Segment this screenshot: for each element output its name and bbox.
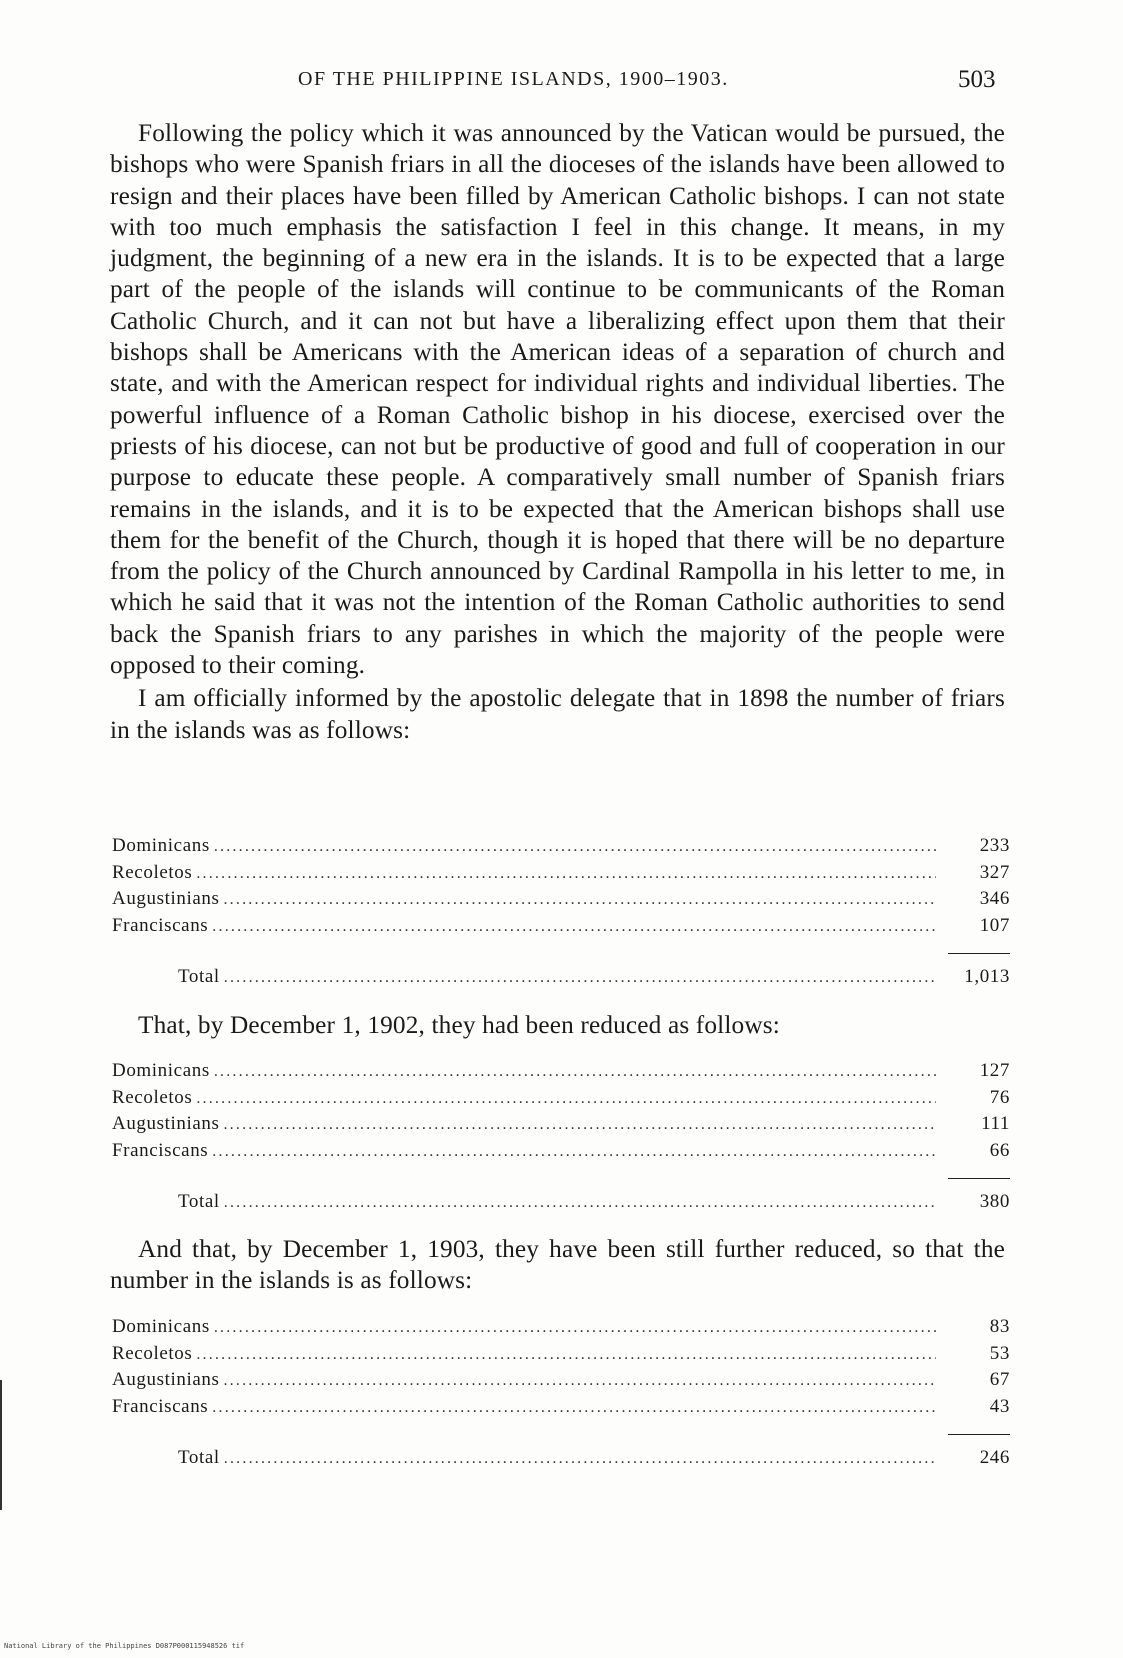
row-label: Franciscans bbox=[112, 914, 209, 936]
sum-rule bbox=[948, 953, 1010, 954]
sum-rule bbox=[948, 1434, 1010, 1435]
leader-dots bbox=[196, 1346, 936, 1364]
leader-dots bbox=[223, 891, 936, 909]
row-label: Augustinians bbox=[112, 1113, 220, 1134]
row-label: Dominicans bbox=[112, 1316, 210, 1337]
table-row bbox=[112, 888, 1010, 915]
row-label: Recoletos bbox=[112, 1342, 193, 1364]
row-label: Augustinians bbox=[112, 888, 220, 909]
leader-dots bbox=[212, 1143, 936, 1161]
total-value: 246 bbox=[979, 1447, 1010, 1468]
leader-dots bbox=[214, 838, 936, 856]
leader-dots bbox=[196, 1090, 936, 1108]
row-value: 76 bbox=[989, 1086, 1010, 1108]
row-label: Augustinians bbox=[112, 1369, 220, 1390]
scan-margin-mark bbox=[0, 1380, 2, 1510]
row-label: Franciscans bbox=[112, 1139, 209, 1161]
running-title: OF THE PHILIPPINE ISLANDS, 1900–1903. bbox=[298, 68, 729, 90]
sum-rule bbox=[948, 1178, 1010, 1179]
row-value: 327 bbox=[979, 861, 1010, 883]
table-row bbox=[112, 1316, 1010, 1343]
leader-dots bbox=[223, 1116, 936, 1134]
leader-dots bbox=[214, 1319, 936, 1337]
table-row bbox=[112, 1087, 1010, 1114]
row-value: 67 bbox=[989, 1369, 1010, 1390]
total-label: Total bbox=[178, 1191, 220, 1212]
row-label: Recoletos bbox=[112, 1086, 193, 1108]
running-header bbox=[0, 68, 1123, 98]
total-row bbox=[112, 1191, 1010, 1218]
table-row bbox=[112, 1113, 1010, 1140]
row-value: 53 bbox=[989, 1342, 1010, 1364]
paragraph-1898-intro: I am officially informed by the apostolic delegate that in 1898 the number of friars in the islands was as follows: bbox=[110, 684, 1005, 744]
leader-dots bbox=[223, 1372, 936, 1390]
paragraph-vatican-policy: Following the policy which it was announced by the Vatican would be pursued, the bishops who were Spanish friars in all the dioceses of the islands have been allowed to resign and their places have been filled by American Catholic bishops. I can not state with too much emphasis the satisfaction I feel in this change. It means, in my judgment, the beginning of a new era in the islands. It is to be expected that a large part of the people of the islands will continue to be communicants of the Roman Catholic Church, and it can not but have a liberalizing effect upon them that their bishops shall be Americans with the American ideas of a separation of church and state, and with the American respect for individual rights and individual liberties. The powerful influence of a Roman Catholic bishop in his diocese, exercised over the priests of his diocese, can not but be productive of good and full of cooperation in our purpose to educate these people. A comparatively small number of Spanish friars remains in the islands, and it is to be expected that the American bishops shall use them for the benefit of the Church, though it is hoped that there will be no departure from the policy of the Church announced by Cardinal Rampolla in his letter to me, in which he said that it was not the intention of the Roman Catholic authorities to send back the Spanish friars to any parishes in which the majority of the people were opposed to their coming. bbox=[110, 119, 1005, 680]
total-label: Total bbox=[178, 966, 220, 987]
table-1902 bbox=[112, 1060, 1010, 1218]
table-row bbox=[112, 1369, 1010, 1396]
row-label: Dominicans bbox=[112, 1060, 210, 1081]
row-value: 233 bbox=[979, 835, 1010, 856]
leader-dots bbox=[212, 1399, 936, 1417]
total-label: Total bbox=[178, 1447, 220, 1468]
body-text bbox=[110, 118, 1005, 746]
row-value: 66 bbox=[989, 1139, 1010, 1161]
row-value: 83 bbox=[989, 1316, 1010, 1337]
total-row bbox=[112, 1447, 1010, 1474]
leader-dots bbox=[224, 1450, 936, 1468]
total-value: 380 bbox=[979, 1191, 1010, 1212]
intro-1903 bbox=[110, 1234, 1005, 1297]
row-label: Dominicans bbox=[112, 835, 210, 856]
table-row bbox=[112, 1343, 1010, 1370]
intro-1902 bbox=[110, 1010, 1005, 1041]
scan-credit: National Library of the Philippines D087P000115948526 tif bbox=[4, 1642, 245, 1650]
leader-dots bbox=[212, 918, 936, 936]
leader-dots bbox=[196, 865, 936, 883]
row-value: 43 bbox=[989, 1395, 1010, 1417]
row-label: Recoletos bbox=[112, 861, 193, 883]
row-value: 111 bbox=[981, 1113, 1010, 1134]
total-row bbox=[112, 966, 1010, 993]
table-row bbox=[112, 1060, 1010, 1087]
leader-dots bbox=[214, 1063, 936, 1081]
row-value: 127 bbox=[979, 1060, 1010, 1081]
table-row bbox=[112, 915, 1010, 942]
row-label: Franciscans bbox=[112, 1395, 209, 1417]
table-1903 bbox=[112, 1316, 1010, 1474]
leader-dots bbox=[224, 1194, 936, 1212]
leader-dots bbox=[224, 969, 936, 987]
table-1898 bbox=[112, 835, 1010, 993]
row-value: 346 bbox=[979, 888, 1010, 909]
table-row bbox=[112, 835, 1010, 862]
paragraph-1902-intro: That, by December 1, 1902, they had been reduced as follows: bbox=[138, 1011, 780, 1039]
total-value: 1,013 bbox=[964, 966, 1010, 987]
page-number: 503 bbox=[958, 66, 996, 93]
paragraph-1903-intro: And that, by December 1, 1903, they have been still further reduced, so that the number in the islands is as follows: bbox=[110, 1235, 1005, 1295]
table-row bbox=[112, 1140, 1010, 1167]
row-value: 107 bbox=[979, 914, 1010, 936]
table-row bbox=[112, 862, 1010, 889]
table-row bbox=[112, 1396, 1010, 1423]
